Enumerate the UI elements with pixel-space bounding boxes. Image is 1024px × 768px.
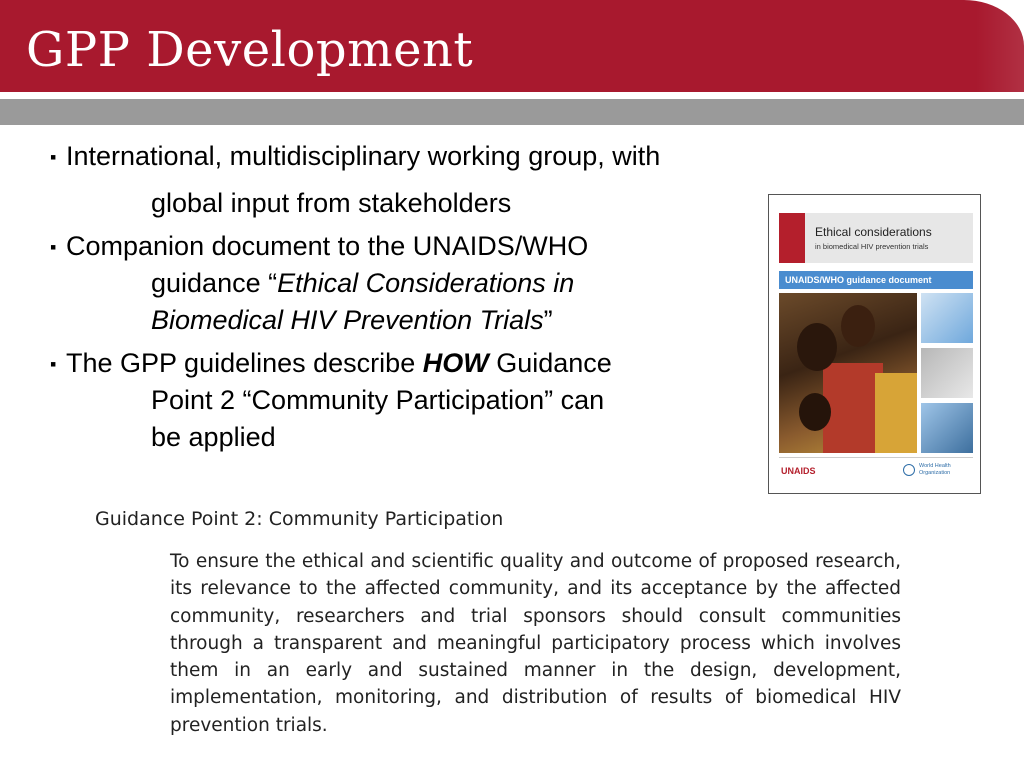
bullet-continuation: be applied xyxy=(151,422,276,452)
document-title-italic: Biomedical HIV Prevention Trials xyxy=(151,305,544,335)
cover-thumbnail xyxy=(921,348,973,398)
guidance-point-heading: Guidance Point 2: Community Participation xyxy=(95,508,504,530)
bullet-text xyxy=(48,345,768,382)
square-bullet-icon: ▪ xyxy=(50,147,57,167)
bullet-item xyxy=(48,228,768,339)
bullet-text-prefix: guidance “ xyxy=(151,268,278,298)
bullet-list xyxy=(48,138,768,462)
document-title-italic: Ethical Considerations in xyxy=(277,268,575,298)
bullet-text: Companion document to the UNAIDS/WHO xyxy=(66,231,589,261)
photo-shape xyxy=(875,373,917,453)
cover-subtitle: in biomedical HIV prevention trials xyxy=(815,242,929,251)
bullet-text: International, multidisciplinary working group, with xyxy=(66,141,661,171)
square-bullet-icon: ▪ xyxy=(50,237,57,257)
cover-photo xyxy=(779,293,917,453)
who-globe-icon xyxy=(903,464,915,476)
square-bullet-icon: ▪ xyxy=(50,354,57,374)
bullet-continuation xyxy=(48,302,768,339)
bullet-text-prefix: The GPP guidelines describe xyxy=(66,348,423,378)
title-bar xyxy=(0,0,1024,92)
bullet-continuation: global input from stakeholders xyxy=(151,188,512,218)
cover-red-block xyxy=(779,213,805,263)
emphasis-how: HOW xyxy=(422,348,489,378)
title-bar-corner xyxy=(976,0,1024,92)
photo-shape xyxy=(823,363,883,453)
cover-title: Ethical considerations xyxy=(815,225,932,239)
guidance-document-cover xyxy=(768,194,981,494)
photo-shape xyxy=(799,393,831,431)
bullet-item xyxy=(48,138,768,222)
cover-band-text: UNAIDS/WHO guidance document xyxy=(785,275,932,285)
photo-shape xyxy=(841,305,875,347)
cover-thumbnail xyxy=(921,293,973,343)
slide-title: GPP Development xyxy=(26,22,474,78)
bullet-continuation xyxy=(48,265,768,302)
unaids-logo: UNAIDS xyxy=(781,466,816,476)
who-logo-text: World Health Organization xyxy=(919,463,951,476)
photo-shape xyxy=(797,323,837,371)
cover-thumbnails xyxy=(921,293,973,453)
bullet-text-suffix: ” xyxy=(543,305,553,335)
guidance-point-text: To ensure the ethical and scientific quality and outcome of proposed research, its relevance to the affected community, and its acceptance by the affected community, researchers and trial sponsors should consult communities through a transparent and meaningful participatory process which involves them in an early and sustained manner in the design, development, implementation, monitoring, and distribution of results of biomedical HIV prevention trials. xyxy=(170,551,901,736)
cover-thumbnail xyxy=(921,403,973,453)
bullet-item xyxy=(48,345,768,456)
header-divider-band xyxy=(0,99,1024,125)
cover-footer-divider xyxy=(779,457,973,458)
bullet-continuation: Point 2 “Community Participation” can xyxy=(151,385,605,415)
bullet-text-suffix: Guidance xyxy=(488,348,612,378)
